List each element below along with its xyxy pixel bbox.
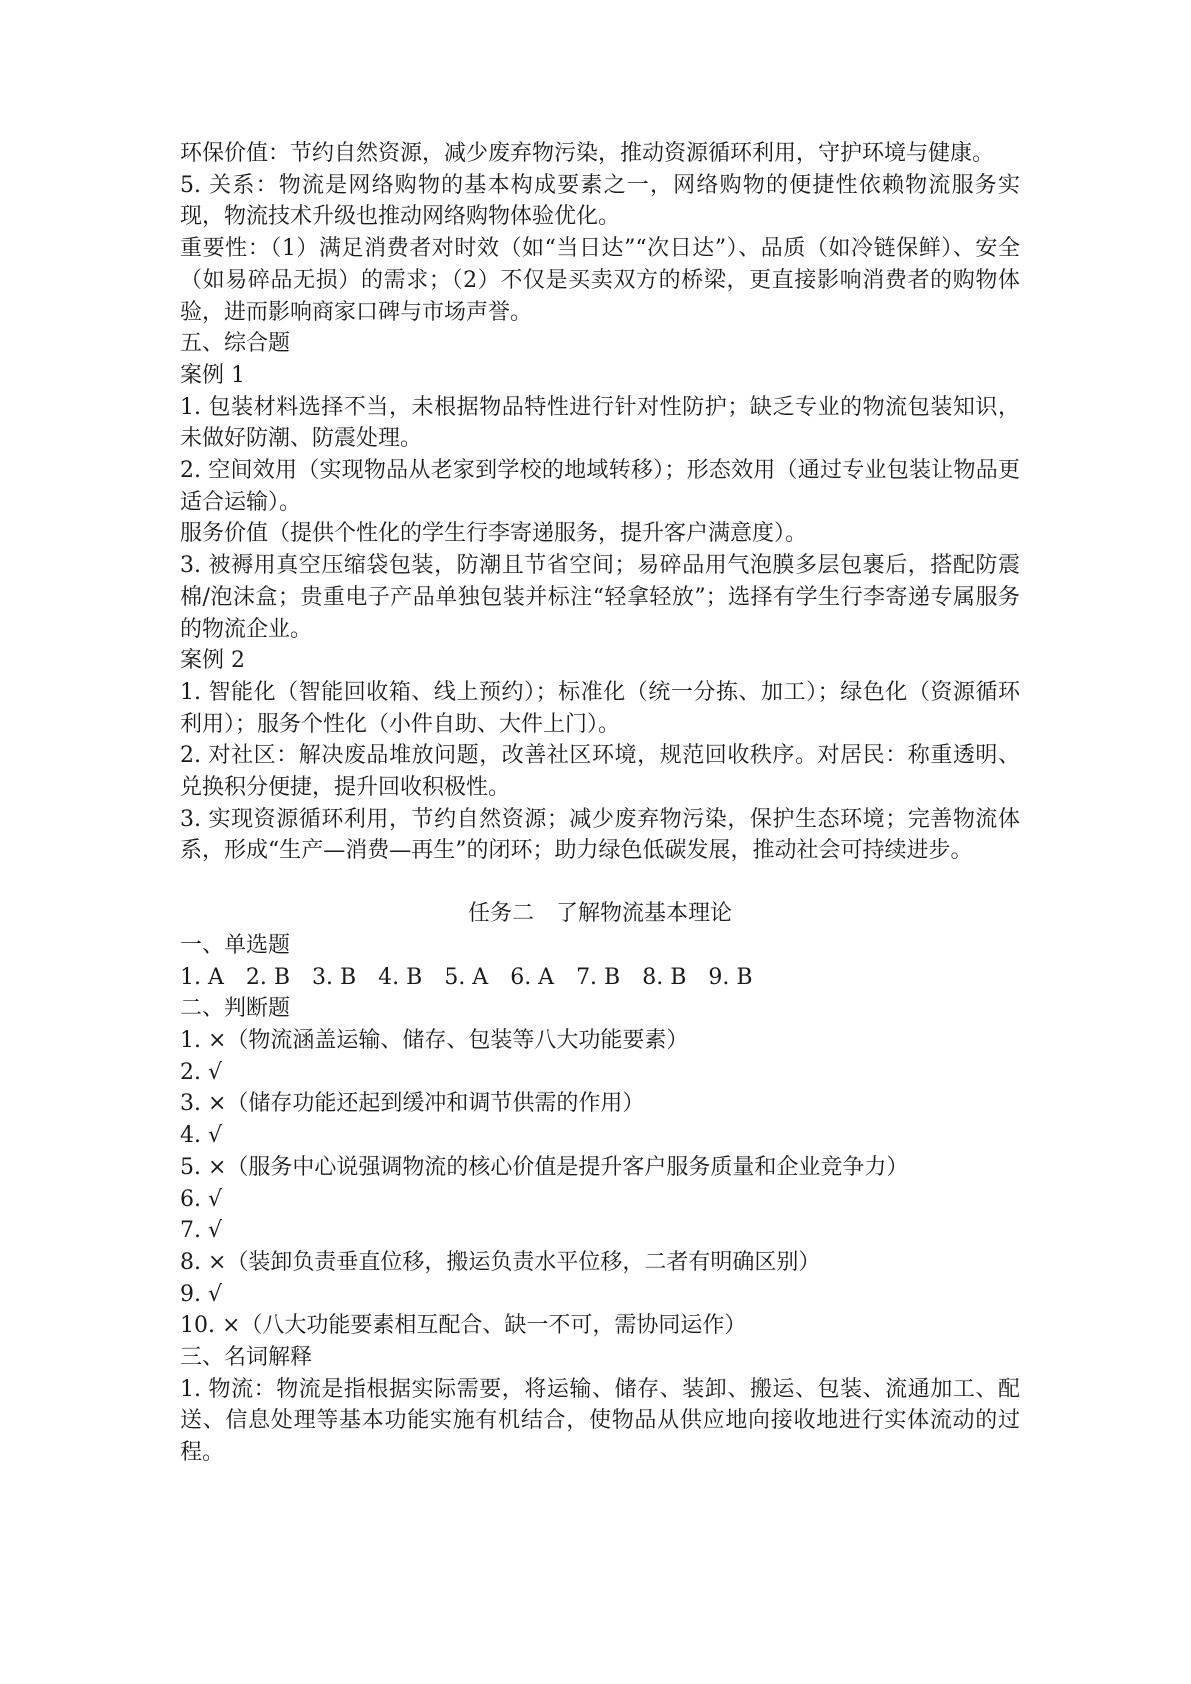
- document-page: [180, 138, 1020, 1469]
- heading-case-2: 案例 2: [180, 648, 245, 674]
- heading-case-1: 案例 1: [180, 362, 245, 388]
- tf-answer-3: 3. ×（储存功能还起到缓冲和调节供需的作用）: [180, 1091, 645, 1117]
- case1-answer-1: 1. 包装材料选择不当，未根据物品特性进行针对性防护；缺乏专业的物流包装知识，未做好防潮、防震处理。: [180, 394, 1020, 452]
- case1-answer-2-service: 服务价值（提供个性化的学生行李寄递服务，提升客户满意度）。: [180, 521, 808, 547]
- case1-answer-2: 2. 空间效用（实现物品从老家到学校的地域转移）；形态效用（通过专业包装让物品更适合运输）。: [180, 458, 1020, 515]
- tf-answer-2: 2. √: [180, 1059, 223, 1085]
- case2-answer-1: 1. 智能化（智能回收箱、线上预约）；标准化（统一分拣、加工）；绿色化（资源循环利用）；服务个性化（小件自助、大件上门）。: [180, 679, 1020, 737]
- tf-answer-9: 9. √: [180, 1281, 223, 1307]
- tf-answer-10: 10. ×（八大功能要素相互配合、缺一不可，需协同运作）: [180, 1313, 747, 1339]
- heading-term-explanation: 三、名词解释: [180, 1345, 313, 1371]
- paragraph-env-value: 环保价值：节约自然资源，减少废弃物污染，推动资源循环利用，守护环境与健康。: [180, 141, 995, 166]
- tf-answer-6: 6. √: [180, 1186, 223, 1212]
- paragraph-relation: 5. 关系：物流是网络购物的基本构成要素之一，网络购物的便捷性依赖物流服务实现，物流技术升级也推动网络购物体验优化。: [180, 172, 1020, 230]
- case1-answer-3: 3. 被褥用真空压缩袋包装，防潮且节省空间；易碎品用气泡膜多层包裹后，搭配防震棉/泡沫盒；贵重电子产品单独包装并标注“轻拿轻放”；选择有学生行李寄递专属服务的物流企业。: [180, 553, 1020, 642]
- tf-answer-7: 7. √: [180, 1218, 223, 1244]
- heading-true-false: 二、判断题: [180, 996, 291, 1022]
- heading-single-choice: 一、单选题: [180, 932, 291, 958]
- heading-comprehensive: 五、综合题: [180, 331, 291, 357]
- case2-answer-2: 2. 对社区：解决废品堆放问题，改善社区环境，规范回收秩序。对居民：称重透明、兑换积分便捷，提升回收积极性。: [180, 743, 1020, 801]
- tf-answer-4: 4. √: [180, 1123, 223, 1149]
- tf-answer-1: 1. ×（物流涵盖运输、储存、包装等八大功能要素）: [180, 1027, 689, 1053]
- paragraph-importance: 重要性：（1）满足消费者对时效（如“当日达”“次日达”）、品质（如冷链保鲜）、安全（如易碎品无损）的需求；（2）不仅是买卖双方的桥梁，更直接影响消费者的购物体验，进而影响商家口碑与市场声誉。: [180, 236, 1020, 325]
- section-title: 任务二 了解物流基本理论: [467, 901, 732, 927]
- tf-answer-5: 5. ×（服务中心说强调物流的核心价值是提升客户服务质量和企业竞争力）: [180, 1154, 909, 1180]
- tf-answer-8: 8. ×（装卸负责垂直位移，搬运负责水平位移，二者有明确区别）: [180, 1249, 821, 1275]
- case2-answer-3: 3. 实现资源循环利用，节约自然资源；减少废弃物污染，保护生态环境；完善物流体系，形成“生产—消费—再生”的闭环；助力绿色低碳发展，推动社会可持续进步。: [180, 806, 1020, 864]
- term-logistics: 1. 物流：物流是指根据实际需要，将运输、储存、装卸、搬运、包装、流通加工、配送、信息处理等基本功能实施有机结合，使物品从供应地向接收地进行实体流动的过程。: [180, 1376, 1020, 1466]
- single-choice-answers: 1. A 2. B 3. B 4. B 5. A 6. A 7. B 8. B 9. B: [180, 964, 753, 990]
